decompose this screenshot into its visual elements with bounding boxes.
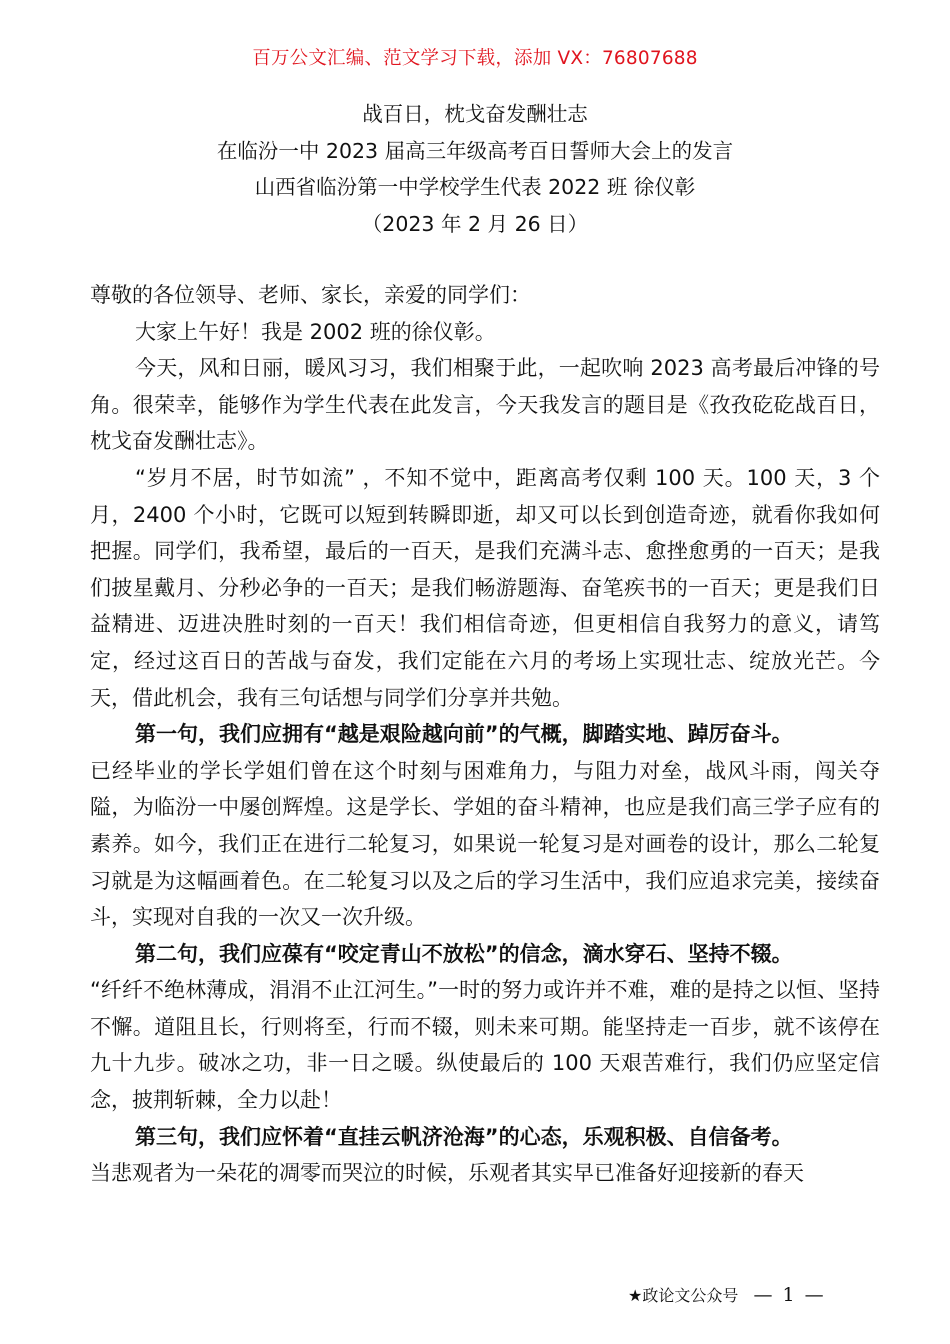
point-three-body: 当悲观者为一朵花的凋零而哭泣的时候，乐观者其实早已准备好迎接新的春天 xyxy=(90,1161,804,1186)
page-footer xyxy=(628,1283,826,1306)
point-two-body: “纤纤不绝林薄成，涓涓不止江河生。”一时的努力或许并不难，难的是持之以恒、坚持不懈。道阻且长，行则将至，行而不辍，则未来可期。能坚持走一百步，就不该停在九十九步。破冰之功，非一日之暖。纵使最后的 100 天艰苦难行，我们仍应坚定信念，披荆斩棘，全力以赴！ xyxy=(90,978,880,1113)
document-title: 战百日，枕戈奋发酬壮志 xyxy=(362,102,588,126)
date-line: （2023 年 2 月 26 日） xyxy=(361,211,589,236)
point-one-heading: 第一句，我们应拥有“越是艰险越向前”的气概，脚踏实地、踔厉奋斗。 xyxy=(135,722,793,747)
paragraph-greeting: 大家上午好！我是 2002 班的徐仪彰。 xyxy=(135,319,496,344)
document-subtitle: 在临汾一中 2023 届高三年级高考百日誓师大会上的发言 xyxy=(216,138,734,163)
speaker-line: 山西省临汾第一中学校学生代表 2022 班 徐仪彰 xyxy=(254,175,696,199)
point-three-heading: 第三句，我们应怀着“直挂云帆济沧海”的心态，乐观积极、自信备考。 xyxy=(135,1124,793,1149)
speech-body xyxy=(90,277,880,1192)
page-number: — 1 — xyxy=(753,1284,826,1306)
paragraph-intro: 今天，风和日丽，暖风习习，我们相聚于此，一起吹响 2023 高考最后冲锋的号角。很荣幸，能够作为学生代表在此发言，今天我发言的题目是《孜孜矻矻战百日，枕戈奋发酬壮志》。 xyxy=(90,356,880,454)
promo-banner: 百万公文汇编、范文学习下载，添加 VX：76807688 xyxy=(252,48,698,69)
point-two-heading: 第二句，我们应葆有“咬定青山不放松”的信念，滴水穿石、坚持不辍。 xyxy=(135,941,793,966)
salutation: 尊敬的各位领导、老师、家长，亲爱的同学们： xyxy=(90,283,531,307)
title-block xyxy=(0,96,950,242)
paragraph-hundred-days: “岁月不居，时节如流” ，不知不觉中，距离高考仅剩 100 天。100 天，3 个月，2400 个小时，它既可以短到转瞬即逝，却又可以长到创造奇迹，就看你我如何把握。同学们，我希望，最后的一百天，是我们充满斗志、愈挫愈勇的一百天；是我们披星戴月、分秒必争的一百天；是我们畅游题海、奋笔疾书的一百天；更是我们日益精进、迈进决胜时刻的一百天！我们相信奇迹，但更相信自我努力的意义，请笃定，经过这百日的苦战与奋发，我们定能在六月的考场上实现壮志、绽放光芒。今天，借此机会，我有三句话想与同学们分享并共勉。 xyxy=(90,465,880,710)
footer-source: ★政论文公众号 xyxy=(628,1286,739,1305)
point-one-body: 已经毕业的学长学姐们曾在这个时刻与困难角力，与阻力对垒，战风斗雨，闯关夺隘，为临汾一中屡创辉煌。这是学长、学姐的奋斗精神，也应是我们高三学子应有的素养。如今，我们正在进行二轮复习，如果说一轮复习是对画卷的设计，那么二轮复习就是为这幅画着色。在二轮复习以及之后的学习生活中，我们应追求完美，接续奋斗，实现对自我的一次又一次升级。 xyxy=(90,758,880,930)
